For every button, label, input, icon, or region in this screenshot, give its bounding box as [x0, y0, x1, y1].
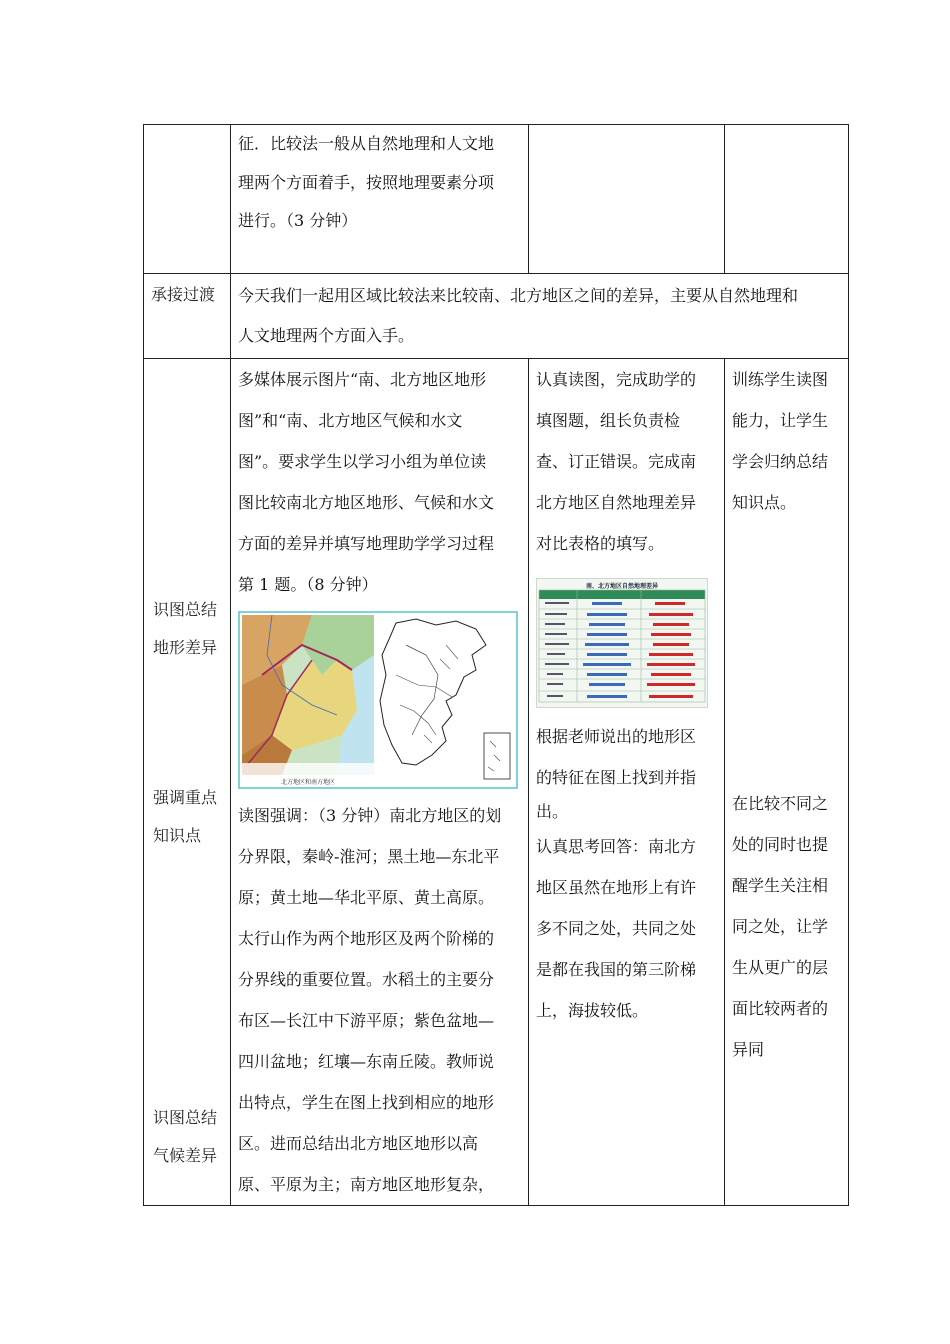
- design-intent-cell: [725, 359, 849, 1206]
- table-row: [144, 359, 849, 1206]
- student-activity-cell: [529, 125, 725, 274]
- teacher-activity-cell: [231, 359, 529, 1206]
- map-caption: 北方地区和南方地区: [280, 779, 335, 786]
- table-row: [144, 125, 849, 274]
- text-line: 填图题，组长负责检: [536, 411, 681, 430]
- text-line: 训练学生读图: [732, 370, 829, 389]
- stage-label: 承接过渡: [151, 285, 216, 304]
- text-line: 的特征在图上找到并指: [536, 768, 697, 787]
- transition-cell: [231, 274, 849, 359]
- text-line: 认真思考回答：南北方: [536, 837, 697, 856]
- text-line: 学会归纳总结: [732, 452, 829, 471]
- text-line: 多媒体展示图片“南、北方地区地形: [238, 370, 487, 389]
- text-line: 征．比较法一般从自然地理和人文地: [238, 134, 495, 153]
- text-line: 原；黄土地—华北平原、黄土高原。: [238, 888, 495, 907]
- design-intent-cell: [725, 125, 849, 274]
- stage-cell: [144, 359, 231, 1206]
- text-line: 图比较南北方地区地形、气候和水文: [238, 493, 495, 512]
- stage-cell: [144, 274, 231, 359]
- blank-outline-map-image: [376, 615, 514, 785]
- text-line: 区。进而总结出北方地区地形以高: [238, 1134, 479, 1153]
- text-line: 多不同之处，共同之处: [536, 919, 697, 938]
- text-line: 第 1 题。（8 分钟）: [238, 575, 378, 594]
- text-line: 生从更广的层: [732, 958, 829, 977]
- text-line: 今天我们一起用区域比较法来比较南、北方地区之间的差异，主要从自然地理和: [238, 286, 799, 305]
- text-line: 是都在我国的第三阶梯: [536, 960, 697, 979]
- mini-table-title: 南、北方地区自然地理差异: [585, 583, 658, 590]
- text-line: 处的同时也提: [732, 835, 829, 854]
- text-line: 北方地区自然地理差异: [536, 493, 697, 512]
- stage-cell: [144, 125, 231, 274]
- text-line: 查、订正错误。完成南: [536, 452, 697, 471]
- text-line: 出。: [536, 802, 569, 821]
- student-activity-cell: [529, 359, 725, 1206]
- text-line: 对比表格的填写。: [536, 534, 665, 553]
- text-line: 读图强调：（3 分钟）南北方地区的划: [238, 806, 502, 825]
- text-line: 地区虽然在地形上有许: [536, 878, 697, 897]
- stage-label: 强调重点: [153, 788, 218, 807]
- terrain-map-image: [242, 615, 374, 775]
- text-line: 同之处，让学: [732, 917, 829, 936]
- text-line: 在比较不同之: [732, 794, 829, 813]
- stage-label: 地形差异: [153, 638, 218, 657]
- comparison-table-graphic: [537, 579, 707, 707]
- text-line: 分界线的重要位置。水稻土的主要分: [238, 970, 495, 989]
- text-line: 太行山作为两个地形区及两个阶梯的: [238, 929, 495, 948]
- stage-label: 识图总结: [153, 1108, 218, 1127]
- text-line: 四川盆地；红壤—东南丘陵。教师说: [238, 1052, 495, 1071]
- text-line: 能力，让学生: [732, 411, 829, 430]
- text-line: 布区—长江中下游平原；紫色盆地—: [238, 1011, 495, 1030]
- stage-label: 知识点: [153, 826, 202, 845]
- text-line: 认真读图，完成助学的: [536, 370, 697, 389]
- text-line: 图”和“南、北方地区气候和水文: [238, 411, 463, 430]
- teacher-activity-cell: [231, 125, 529, 274]
- text-line: 面比较两者的: [732, 999, 829, 1018]
- text-line: 原、平原为主；南方地区地形复杂，: [238, 1175, 495, 1194]
- lesson-plan-table: [143, 124, 849, 1206]
- text-line: 分界限，秦岭-淮河；黑土地—东北平: [238, 847, 500, 866]
- table-row: [144, 274, 849, 359]
- text-line: 进行。（3 分钟）: [238, 211, 358, 230]
- text-line: 理两个方面着手，按照地理要素分项: [238, 172, 495, 192]
- text-line: 人文地理两个方面入手。: [238, 326, 415, 345]
- stage-label: 识图总结: [153, 600, 218, 619]
- region-maps-image: [238, 611, 518, 789]
- text-line: 方面的差异并填写地理助学学习过程: [238, 534, 495, 553]
- text-line: 上，海拔较低。: [536, 1001, 649, 1020]
- text-line: 醒学生关注相: [732, 876, 829, 895]
- comparison-table-image: [536, 578, 708, 708]
- text-line: 图”。要求学生以学习小组为单位读: [238, 452, 487, 471]
- text-line: 知识点。: [732, 493, 797, 512]
- text-line: 根据老师说出的地形区: [536, 727, 697, 746]
- text-line: 出特点，学生在图上找到相应的地形: [238, 1093, 495, 1112]
- text-line: 异同: [732, 1040, 765, 1059]
- stage-label: 气候差异: [153, 1146, 218, 1165]
